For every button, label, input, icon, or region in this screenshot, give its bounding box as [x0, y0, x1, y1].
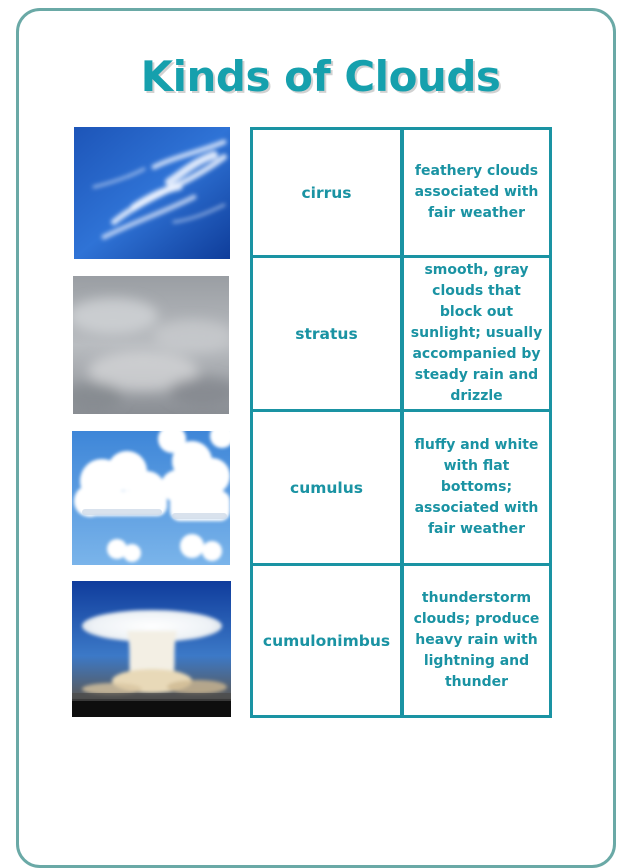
cloud-name-cell: cirrus: [253, 130, 404, 258]
cloud-name-cell: cumulonimbus: [253, 566, 404, 715]
stratus-cloud-photo: [73, 276, 229, 414]
cumulonimbus-cloud-photo: [72, 581, 231, 717]
cloud-name-cell: cumulus: [253, 412, 404, 566]
cloud-types-table: [250, 127, 552, 718]
cloud-name-cell: stratus: [253, 258, 404, 412]
page-title: Kinds of Clouds: [140, 52, 501, 101]
cumulus-cloud-photo: [72, 431, 230, 565]
cloud-description-cell: smooth, gray clouds that block out sunlight; usually accompanied by steady rain and drizzle: [404, 258, 549, 412]
cloud-description-cell: feathery clouds associated with fair weather: [404, 130, 549, 258]
cloud-description-cell: fluffy and white with flat bottoms; associated with fair weather: [404, 412, 549, 566]
cloud-description-cell: thunderstorm clouds; produce heavy rain with lightning and thunder: [413, 590, 540, 690]
cirrus-cloud-photo: [74, 127, 230, 259]
